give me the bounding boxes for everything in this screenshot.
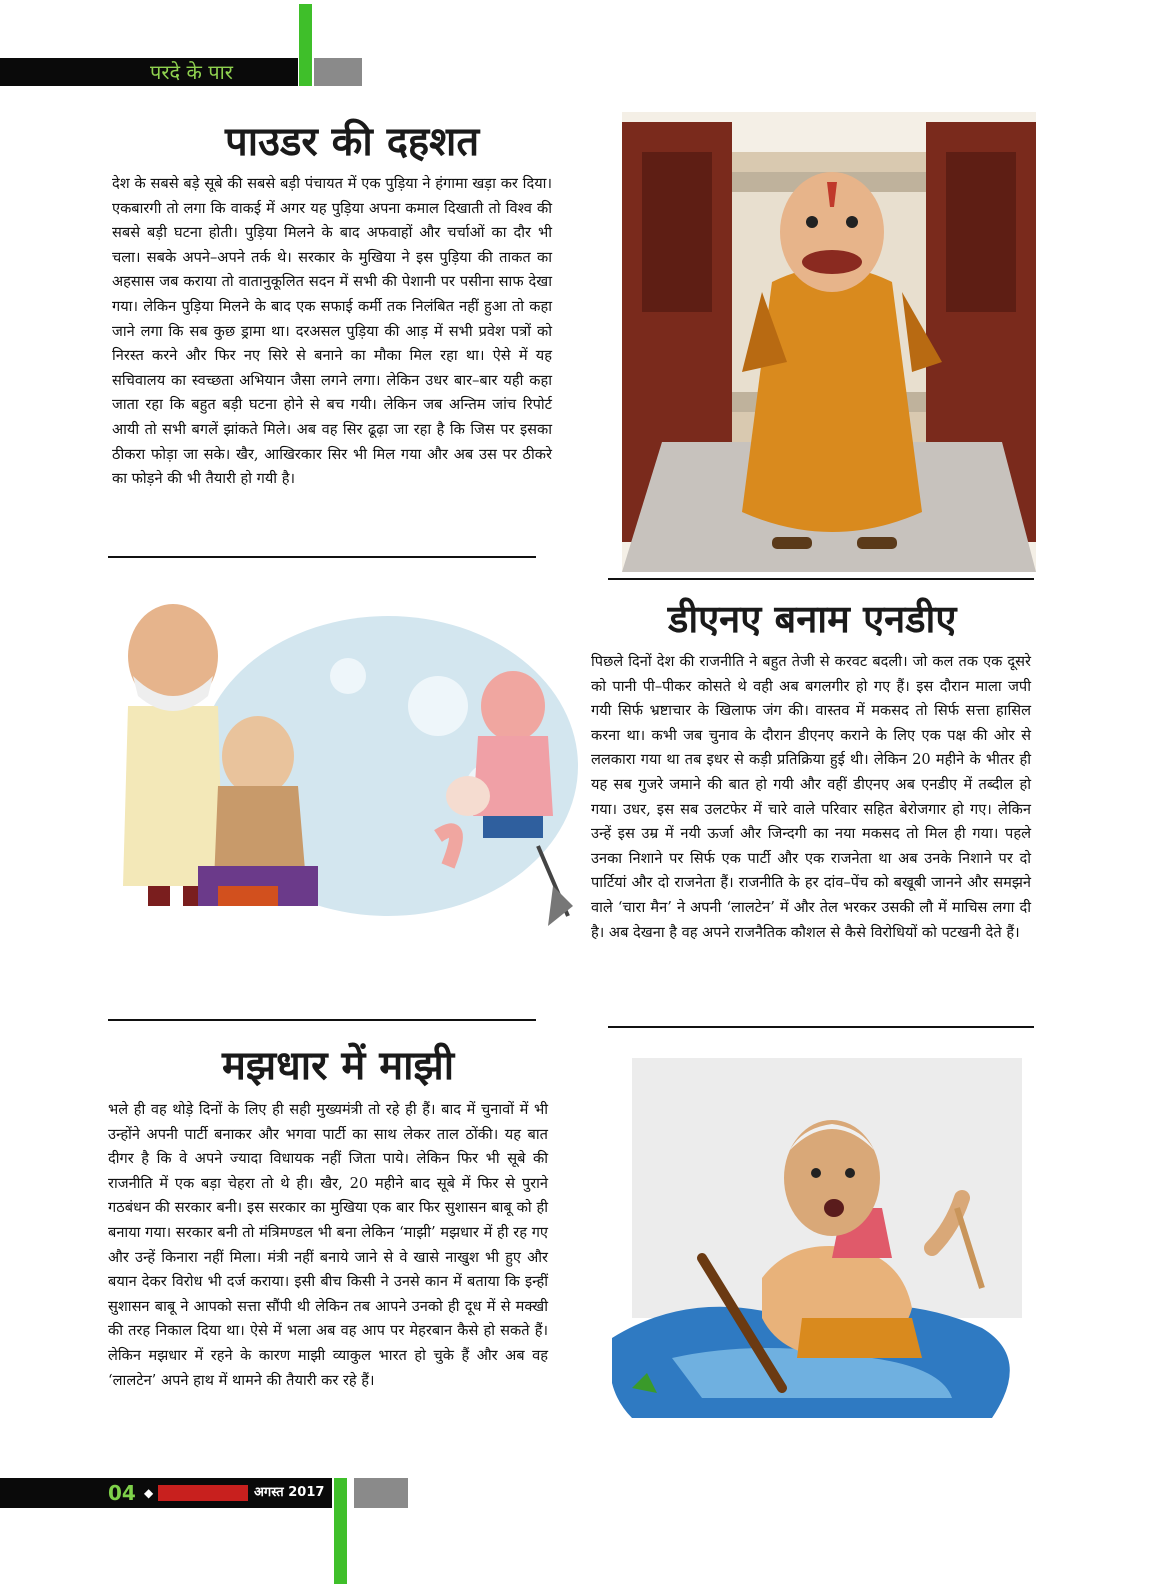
cartoon-monk-doorway bbox=[622, 112, 1036, 572]
header-accent-gray bbox=[314, 58, 362, 86]
article3-title: मझधार में माझी bbox=[222, 1043, 455, 1089]
header-accent-green bbox=[299, 4, 312, 86]
footer-accent-green bbox=[334, 1478, 347, 1584]
divider bbox=[108, 556, 536, 558]
cartoon-man-in-water bbox=[612, 1058, 1024, 1458]
article2-title: डीएनए बनाम एनडीए bbox=[668, 597, 957, 641]
magazine-logo bbox=[158, 1485, 248, 1501]
divider bbox=[608, 1026, 1034, 1028]
issue-date: अगस्त 2017 bbox=[254, 1485, 325, 1500]
divider bbox=[108, 1019, 536, 1021]
page-number: 04 bbox=[108, 1481, 136, 1505]
article2-body: पिछले दिनों देश की राजनीति ने बहुत तेजी से करवट बदली। जो कल तक एक दूसरे को पानी पी–पीकर कोसते थे वही अब बगलगीर हो गए हैं। इस दौरान माला जपी गयी सिर्फ भ्रष्टाचार के खिलाफ जंग की। वास्तव में मकसद तो सिर्फ सत्ता हासिल करना था। कभी जब चुनाव के दौरान डीएनए कराने के लिए एक पक्ष की ओर से ललकारा गया था तब इधर से कड़ी प्रतिक्रिया हुई थी। लेकिन 20 महीने के भीतर ही यह सब गुजरे जमाने की बात हो गयी और वहीं डीएनए अब एनडीए में तब्दील हो गया। उधर, इस सब उलटफेर में चारे वाले परिवार सहित बेरोजगार हो गए। लेकिन उन्हें इस उम्र में नयी ऊर्जा और जिन्दगी का नया मकसद तो मिल ही गया। पहले उनका निशाने पर सिर्फ एक पार्टी और एक राजनेता था अब उनके निशाने पर दो पार्टियां और दो राजनेता हैं। राजनीति के हर दांव–पेंच को बखूबी जानने और समझने वाले ‘चारा मैन’ ने अपनी ‘लालटेन’ में और तेल भरकर उसकी लौ में माचिस लगा दी है। अब देखना है वह अपने राजनैतिक कौशल से कैसे विरोधियों को पटखनी देते हैं। bbox=[591, 653, 1031, 941]
divider bbox=[608, 578, 1034, 580]
header-bar bbox=[0, 58, 298, 86]
footer-bullet: ◆ bbox=[144, 1486, 154, 1500]
section-label: परदे के पार bbox=[150, 60, 233, 84]
article3-body: भले ही वह थोड़े दिनों के लिए ही सही मुख्यमंत्री तो रहे ही हैं। बाद में चुनावों में भी उन्होंने अपनी पार्टी बनाकर और भगवा पार्टी का साथ लेकर ताल ठोंकी। यह बात दीगर है कि वे अपने ज्यादा विधायक नहीं जिता पाये। लेकिन फिर भी सूबे की राजनीति में एक बड़ा चेहरा तो थे ही। खैर, 20 महीने बाद सूबे में फिर से पुराने गठबंधन की सरकार बनी। इस सरकार का मुखिया एक बार फिर सुशासन बाबू को ही बनाया गया। सरकार बनी तो मंत्रिमण्डल भी बना लेकिन ‘माझी’ मझधार में ही रह गए और उन्हें किनारा नहीं मिला। मंत्री नहीं बनाये जाने से वे खासे नाखुश भी हुए और बयान देकर विरोध भी दर्ज कराया। इसी बीच किसी ने उनसे कान में बताया कि इन्हीं सुशासन बाबू ने आपको सत्ता सौंपी थी लेकिन तब आपने उनको ही दूध में से मक्खी की तरह निकाल दिया था। ऐसे में भला अब वह आप पर मेहरबान कैसे हो सकते हैं। लेकिन मझधार में रहने के कारण माझी व्याकुल भारत हो चुके हैं और अब वह ‘लालटेन’ अपने हाथ में थामने की तैयारी कर रहे हैं। bbox=[108, 1101, 548, 1389]
article1-body: देश के सबसे बड़े सूबे की सबसे बड़ी पंचायत में एक पुड़िया ने हंगामा खड़ा कर दिया। एकबारगी तो लगा कि वाकई में अगर यह पुड़िया अपना कमाल दिखाती तो विश्व की सबसे बड़ी घटना होती। पुड़िया मिलने के बाद अफवाहों और चर्चाओं का दौर भी चला। सबके अपने–अपने तर्क थे। सरकार के मुखिया ने इस पुड़िया की ताकत का अहसास जब कराया तो वातानुकूलित सदन में सभी की पेशानी पर पसीना साफ देखा गया। लेकिन पुड़िया मिलने के बाद एक सफाई कर्मी तक निलंबित नहीं हुआ तो कहा जाने लगा कि सब कुछ ड्रामा था। दरअसल पुड़िया की आड़ में सभी प्रवेश पत्रों को निरस्त करने और फिर नए सिरे से बनाने का मौका मिल रहा था। ऐसे में यह सचिवालय का स्वच्छता अभियान जैसा लगने लगा। लेकिन उधर बार–बार यही कहा जाता रहा कि बहुत बड़ी घटना होने से बच गयी। लेकिन जब अन्तिम जांच रिपोर्ट आयी तो सभी बगलें झांकते मिले। अब वह सिर ढूढ़ा जा रहा है कि जिस पर इसका ठीकरा फोड़ा जा सके। खैर, आखिरकार सिर भी मिल गया और अब उस पर ठीकरे का फोड़ने की भी तैयारी हो गयी है। bbox=[112, 175, 552, 488]
cartoon-three-politicians bbox=[108, 586, 578, 1006]
article1-title: पाउडर की दहशत bbox=[225, 119, 480, 165]
footer-accent-gray bbox=[354, 1478, 408, 1508]
